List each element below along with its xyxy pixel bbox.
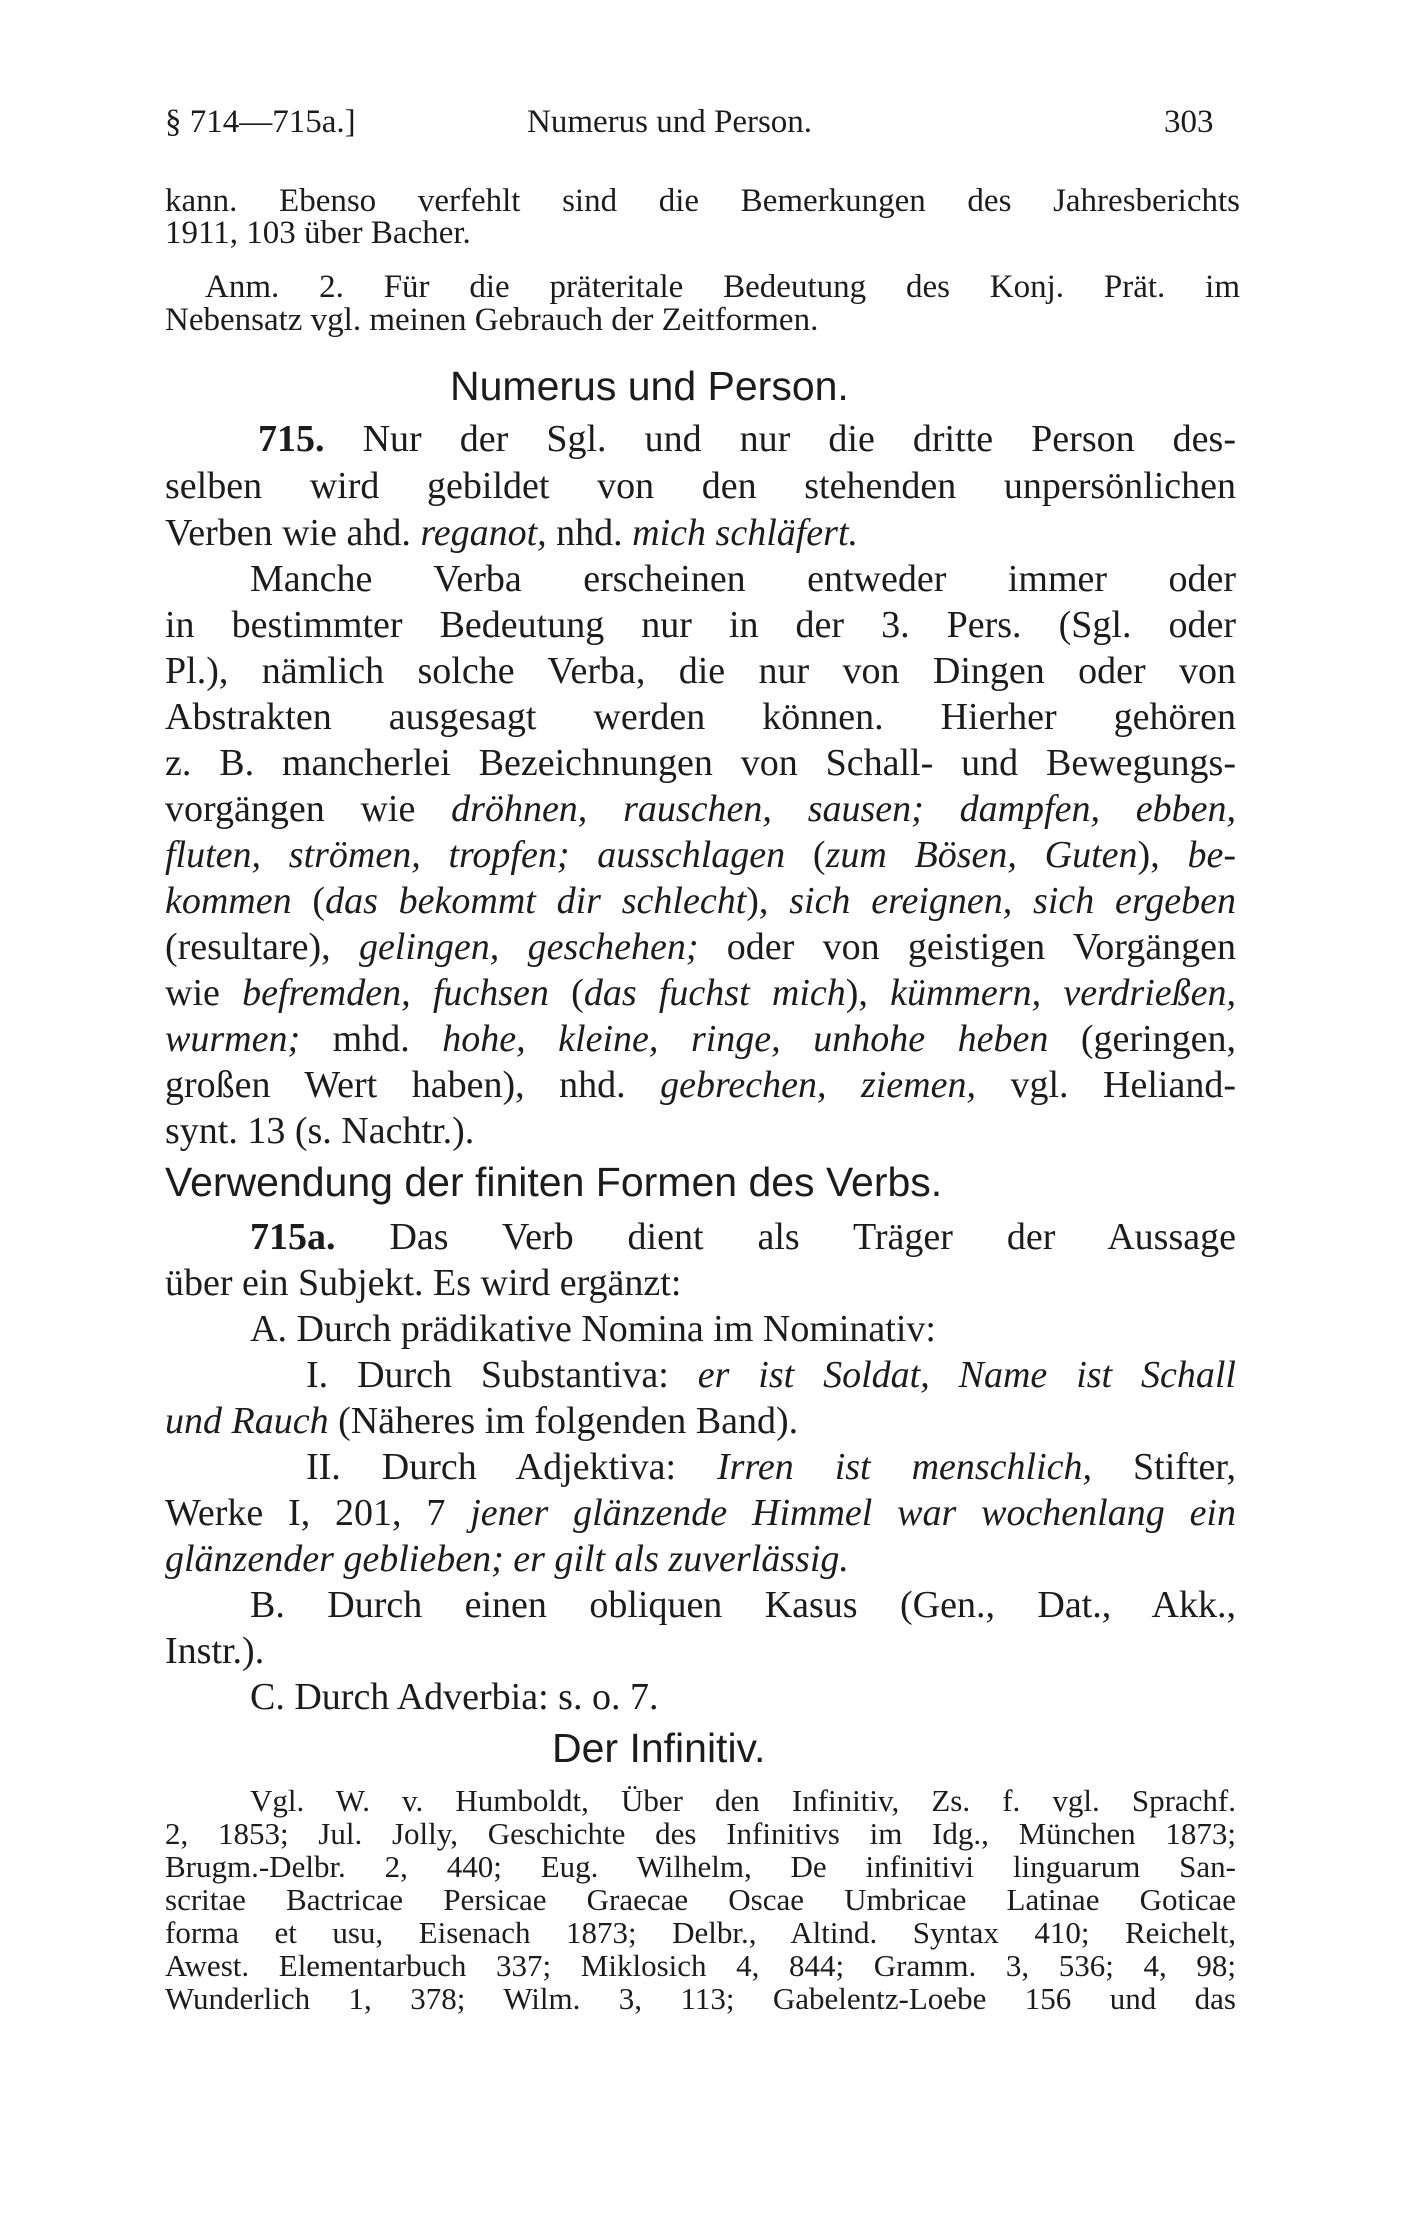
text-line: selben wird gebildet von den stehenden unpersönlichen — [165, 465, 1236, 507]
text-line: wie befremden, fuchsen (das fuchst mich), kümmern, verdrießen, — [165, 972, 1237, 1014]
text-line: (resultare), gelingen, geschehen; oder von geistigen Vorgängen — [165, 926, 1236, 968]
text-line: kann. Ebenso verfehlt sind die Bemerkungen des Jahresberichts — [165, 183, 1240, 219]
text-line: 715a. Das Verb dient als Träger der Aussage — [250, 1216, 1236, 1258]
text-line: über ein Subjekt. Es wird ergänzt: — [165, 1262, 682, 1304]
reference-line: forma et usu, Eisenach 1873; Delbr., Altind. Syntax 410; Reichelt, — [165, 1915, 1236, 1950]
text-line: Werke I, 201, 7 jener glänzende Himmel war wochenlang ein — [165, 1492, 1236, 1534]
section-number: 715a. — [250, 1216, 336, 1258]
header-running-title: Numerus und Person. — [527, 104, 813, 140]
reference-line: scritae Bactricae Persicae Graecae Oscae Umbricae Latinae Goticae — [165, 1882, 1236, 1917]
text-line: C. Durch Adverbia: s. o. 7. — [250, 1676, 659, 1718]
text-line: und Rauch (Näheres im folgenden Band). — [165, 1400, 799, 1442]
section-heading: Der Infinitiv. — [552, 1725, 766, 1771]
section-heading: Verwendung der finiten Formen des Verbs. — [165, 1159, 943, 1205]
reference-line: Brugm.-Delbr. 2, 440; Eug. Wilhelm, De infinitivi linguarum San- — [165, 1849, 1236, 1884]
text-line: 1911, 103 über Bacher. — [165, 215, 471, 251]
text-line: Abstrakten ausgesagt werden können. Hierher gehören — [165, 696, 1236, 738]
reference-line: 2, 1853; Jul. Jolly, Geschichte des Infinitivs im Idg., München 1873; — [165, 1816, 1236, 1851]
text-line: Manche Verba erscheinen entweder immer oder — [250, 558, 1236, 600]
reference-line: Vgl. W. v. Humboldt, Über den Infinitiv, Zs. f. vgl. Sprachf. — [250, 1783, 1236, 1818]
text-line: glänzender geblieben; er gilt als zuverlässig. — [165, 1538, 849, 1580]
text-line: synt. 13 (s. Nachtr.). — [165, 1110, 475, 1152]
text-line: wurmen; mhd. hohe, kleine, ringe, unhohe heben (geringen, — [165, 1018, 1236, 1060]
text-line: II. Durch Adjektiva: Irren ist menschlich, Stifter, — [306, 1446, 1236, 1488]
text-line: 715. Nur der Sgl. und nur die dritte Person des- — [258, 418, 1236, 460]
text-line: I. Durch Substantiva: er ist Soldat, Name ist Schall — [306, 1354, 1236, 1396]
reference-line: Awest. Elementarbuch 337; Miklosich 4, 844; Gramm. 3, 536; 4, 98; — [165, 1948, 1236, 1983]
text-line: kommen (das bekommt dir schlecht), sich ereignen, sich ergeben — [165, 880, 1237, 922]
text-line: A. Durch prädikative Nomina im Nominativ: — [250, 1308, 936, 1350]
text-line: Verben wie ahd. reganot, nhd. mich schläfert. — [165, 512, 859, 554]
header-page-number: 303 — [1164, 104, 1214, 140]
section-number: 715. — [258, 418, 325, 460]
text-line: großen Wert haben), nhd. gebrechen, ziemen, vgl. Heliand- — [165, 1064, 1236, 1106]
text-line: B. Durch einen obliquen Kasus (Gen., Dat., Akk., — [250, 1584, 1236, 1626]
note-line: Nebensatz vgl. meinen Gebrauch der Zeitformen. — [165, 302, 819, 338]
header-section-range: § 714—715a.] — [165, 104, 356, 140]
text-line: Pl.), nämlich solche Verba, die nur von Dingen oder von — [165, 650, 1236, 692]
note-line: Anm. 2. Für die präteritale Bedeutung des Konj. Prät. im — [205, 269, 1240, 305]
section-heading: Numerus und Person. — [450, 363, 849, 409]
text-line: in bestimmter Bedeutung nur in der 3. Pers. (Sgl. oder — [165, 604, 1236, 646]
reference-line: Wunderlich 1, 378; Wilm. 3, 113; Gabelentz-Loebe 156 und das — [165, 1981, 1236, 2016]
text-line: Instr.). — [165, 1630, 265, 1672]
text-line: vorgängen wie dröhnen, rauschen, sausen; dampfen, ebben, — [165, 788, 1236, 830]
text-line: fluten, strömen, tropfen; ausschlagen (zum Bösen, Guten), be- — [165, 834, 1236, 876]
text-line: z. B. mancherlei Bezeichnungen von Schall- und Bewegungs- — [165, 742, 1236, 784]
